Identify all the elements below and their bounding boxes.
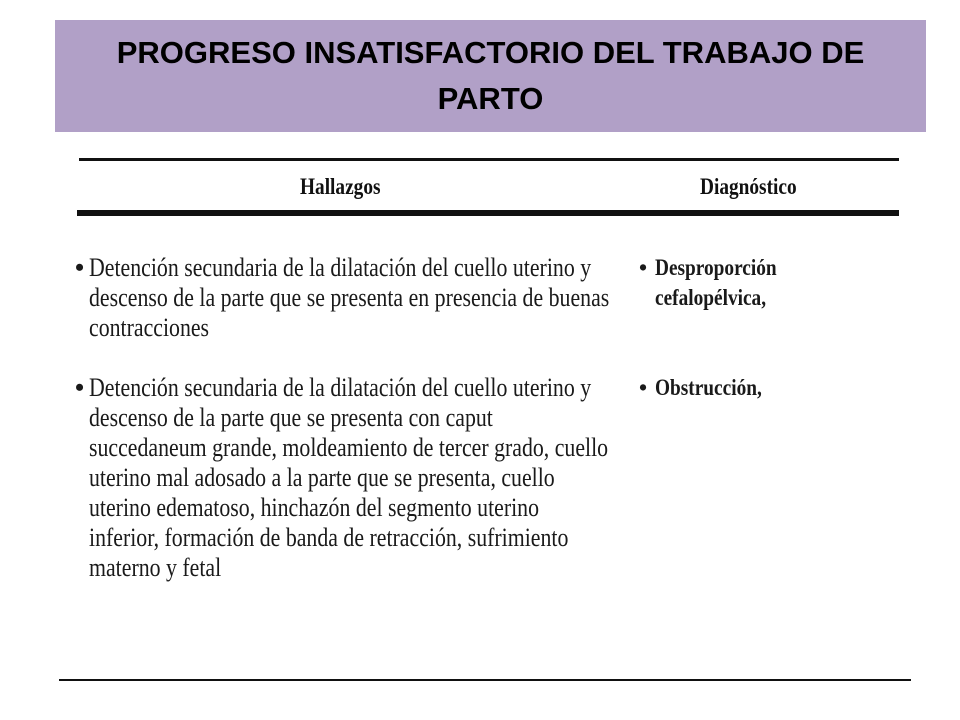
finding-item (75, 373, 635, 583)
slide-title-bar (55, 20, 926, 132)
slide-title: PROGRESO INSATISFACTORIO DEL TRABAJO DE PARTO (116, 35, 865, 116)
bullet-icon: • (75, 253, 85, 282)
diagnosis-text: Obstrucción, (655, 375, 762, 400)
column-header-findings: Hallazgos (300, 174, 381, 199)
table-header-rule (77, 210, 899, 216)
diagnosis-text: Desproporción cefalopélvica, (655, 255, 777, 310)
finding-item (75, 253, 635, 343)
bullet-icon: • (639, 255, 648, 280)
table-top-rule (79, 158, 899, 161)
bullet-icon: • (75, 373, 85, 402)
column-header-diagnosis: Diagnóstico (700, 174, 797, 199)
diagnosis-item (639, 373, 899, 403)
diagnosis-item (639, 253, 899, 313)
table-bottom-rule (59, 679, 911, 681)
finding-text: Detención secundaria de la dilatación del cuello uterino y descenso de la parte que se presenta con caput succedaneum grande, moldeamiento de tercer grado, cuello uterino mal adosado a la parte que se presenta, cuello uterino edematoso, hinchazón del segmento uterino inferior, formación de banda de retracción, sufrimiento materno y fetal (89, 373, 609, 582)
finding-text: Detención secundaria de la dilatación del cuello uterino y descenso de la parte que se presenta en presencia de buenas contracciones (89, 253, 610, 342)
bullet-icon: • (639, 375, 648, 400)
